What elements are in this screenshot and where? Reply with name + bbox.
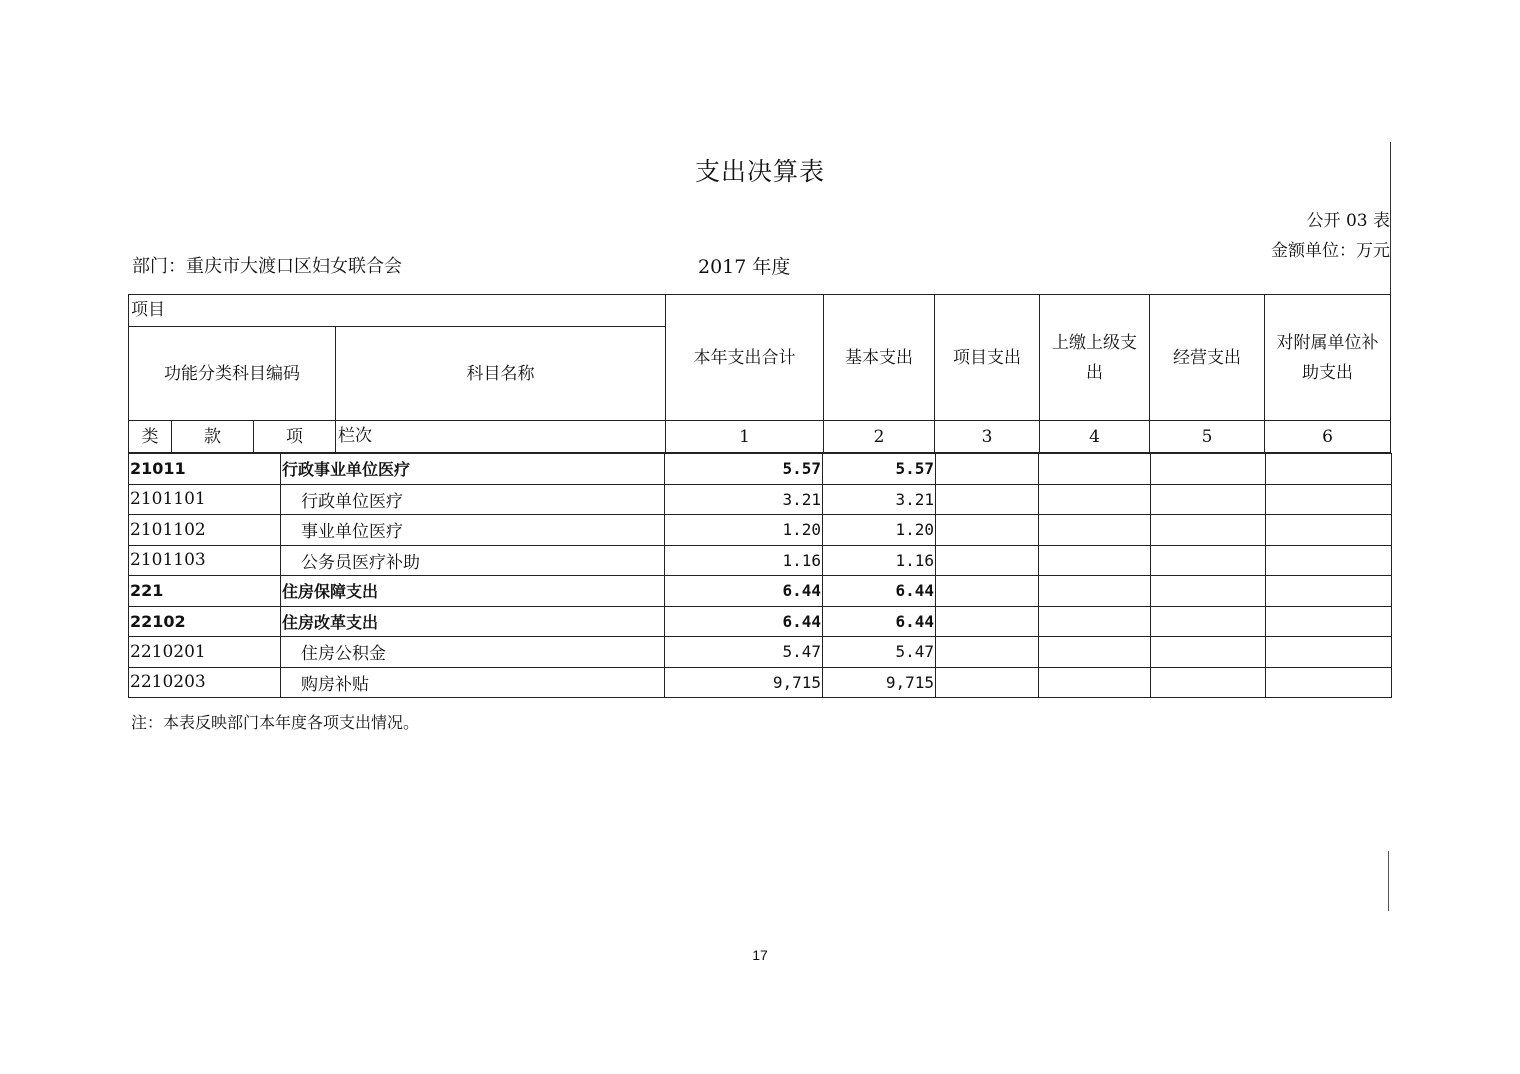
cell-business [1151, 454, 1266, 485]
cell-upper [1039, 637, 1151, 668]
table-row [129, 515, 1392, 546]
cell-code: 21011 [129, 454, 281, 485]
page-number: 17 [752, 947, 768, 963]
cell-subsidy [1266, 667, 1392, 698]
header-col-6: 对附属单位补助支出 [1264, 294, 1391, 421]
cell-code: 2210203 [129, 667, 281, 698]
cell-code: 221 [129, 576, 281, 607]
cell-project [936, 667, 1039, 698]
cell-project [936, 454, 1039, 485]
cell-basic: 1.16 [823, 545, 936, 576]
header-col-5: 经营支出 [1149, 294, 1265, 421]
cell-upper [1039, 545, 1151, 576]
header-col-1: 本年支出合计 [665, 294, 824, 421]
form-number: 公开 03 表 [1306, 211, 1390, 231]
cell-name: 公务员医疗补助 [281, 545, 665, 576]
cell-basic: 6.44 [823, 576, 936, 607]
page-border-line [1388, 851, 1389, 911]
amount-unit: 金额单位：万元 [1271, 241, 1390, 261]
cell-name: 行政单位医疗 [281, 484, 665, 515]
header-col-4: 上缴上级支出 [1039, 294, 1150, 421]
cell-total: 5.57 [665, 454, 823, 485]
col-no-2: 2 [823, 420, 935, 453]
cell-basic: 9,715 [823, 667, 936, 698]
cell-subsidy [1266, 484, 1392, 515]
col-no-3: 3 [934, 420, 1040, 453]
table-row [129, 454, 1392, 485]
cell-name: 事业单位医疗 [281, 515, 665, 546]
cell-upper [1039, 576, 1151, 607]
cell-project [936, 606, 1039, 637]
col-no-1: 1 [665, 420, 824, 453]
table-row [129, 637, 1392, 668]
fiscal-year: 2017 年度 [698, 256, 791, 278]
cell-basic: 5.57 [823, 454, 936, 485]
cell-upper [1039, 515, 1151, 546]
cell-project [936, 576, 1039, 607]
cell-upper [1039, 667, 1151, 698]
cell-subsidy [1266, 606, 1392, 637]
cell-total: 1.16 [665, 545, 823, 576]
table-row [129, 484, 1392, 515]
table-header [128, 294, 1391, 453]
cell-subsidy [1266, 545, 1392, 576]
header-col-3: 项目支出 [934, 294, 1040, 421]
cell-upper [1039, 454, 1151, 485]
header-kuan: 款 [171, 420, 254, 453]
cell-code: 22102 [129, 606, 281, 637]
cell-business [1151, 637, 1266, 668]
cell-basic: 5.47 [823, 637, 936, 668]
cell-code: 2101101 [129, 484, 281, 515]
expenditure-table [128, 453, 1392, 698]
cell-business [1151, 515, 1266, 546]
header-item: 项目 [128, 294, 666, 327]
cell-code: 2101103 [129, 545, 281, 576]
cell-name: 购房补贴 [281, 667, 665, 698]
col-no-5: 5 [1149, 420, 1265, 453]
table-note: 注：本表反映部门本年度各项支出情况。 [131, 713, 420, 732]
cell-business [1151, 667, 1266, 698]
cell-business [1151, 576, 1266, 607]
cell-total: 3.21 [665, 484, 823, 515]
department-label: 部门：重庆市大渡口区妇女联合会 [132, 256, 402, 277]
page-border-line [1390, 142, 1391, 294]
cell-name: 行政事业单位医疗 [281, 454, 665, 485]
cell-total: 5.47 [665, 637, 823, 668]
header-lei: 类 [128, 420, 172, 453]
cell-basic: 3.21 [823, 484, 936, 515]
cell-subsidy [1266, 454, 1392, 485]
page-title: 支出决算表 [694, 157, 825, 186]
cell-business [1151, 545, 1266, 576]
table-row [129, 606, 1392, 637]
cell-upper [1039, 484, 1151, 515]
cell-subsidy [1266, 576, 1392, 607]
cell-business [1151, 606, 1266, 637]
cell-total: 9,715 [665, 667, 823, 698]
table-row [129, 545, 1392, 576]
header-col-2: 基本支出 [823, 294, 935, 421]
cell-business [1151, 484, 1266, 515]
col-no-4: 4 [1039, 420, 1150, 453]
cell-project [936, 545, 1039, 576]
header-xiang: 项 [253, 420, 336, 453]
table-row [129, 667, 1392, 698]
cell-basic: 6.44 [823, 606, 936, 637]
cell-project [936, 484, 1039, 515]
header-lanci: 栏次 [335, 420, 666, 453]
cell-code: 2210201 [129, 637, 281, 668]
cell-upper [1039, 606, 1151, 637]
table-row [129, 576, 1392, 607]
cell-basic: 1.20 [823, 515, 936, 546]
cell-code: 2101102 [129, 515, 281, 546]
cell-project [936, 637, 1039, 668]
cell-total: 6.44 [665, 606, 823, 637]
cell-total: 1.20 [665, 515, 823, 546]
cell-total: 6.44 [665, 576, 823, 607]
cell-subsidy [1266, 515, 1392, 546]
cell-name: 住房公积金 [281, 637, 665, 668]
header-func-code: 功能分类科目编码 [128, 326, 336, 421]
col-no-6: 6 [1264, 420, 1391, 453]
header-subject-name: 科目名称 [335, 326, 666, 421]
cell-name: 住房改革支出 [281, 606, 665, 637]
cell-name: 住房保障支出 [281, 576, 665, 607]
cell-project [936, 515, 1039, 546]
cell-subsidy [1266, 637, 1392, 668]
